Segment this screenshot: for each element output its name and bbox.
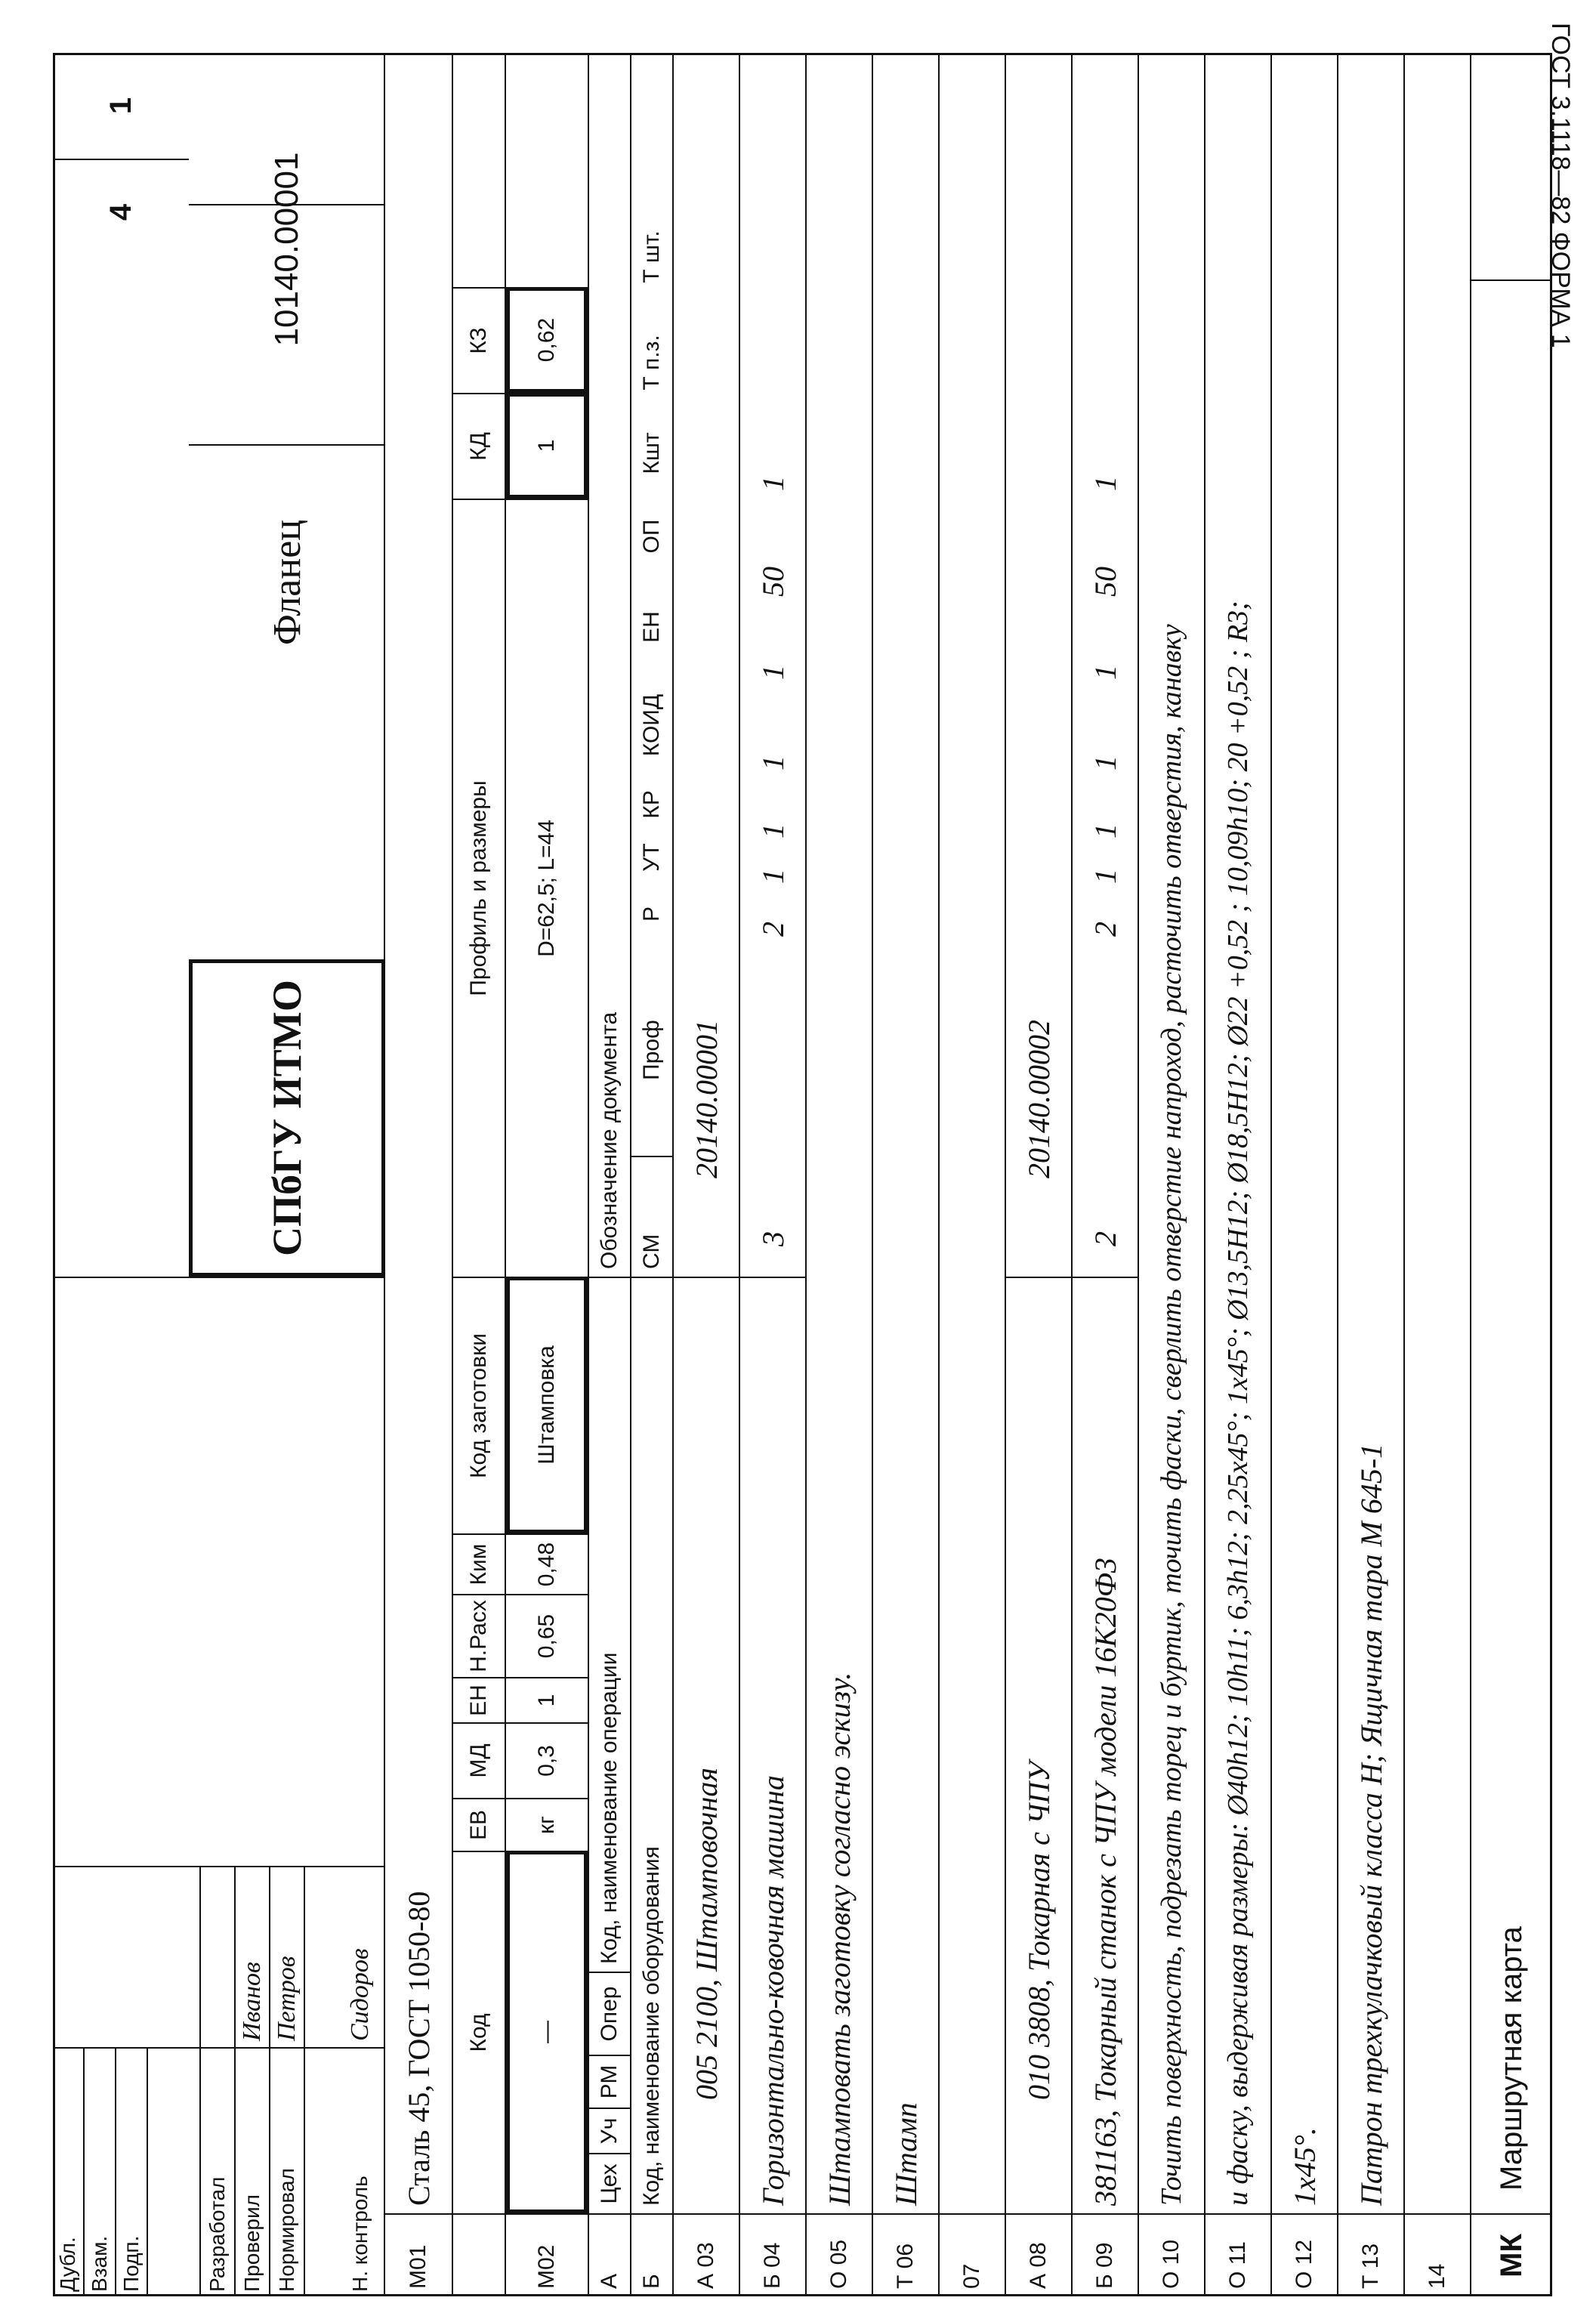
col-equipment: Код, наименование оборудования (631, 1277, 672, 2213)
line-o11 (1205, 53, 1272, 2296)
row-m01 (385, 53, 453, 2296)
line-b09 (1073, 53, 1139, 2296)
org-name: СПбГУ ИТМО (189, 959, 385, 1277)
m02-col-kd: КД (453, 393, 505, 499)
line-values: 3 2 1 1 1 1 50 1 (755, 476, 790, 1246)
m02-col-ev: ЕВ (453, 1798, 505, 1851)
row-b-header (631, 53, 674, 2296)
line-text: 381163, Токарный станок с ЧПУ модели 16К20Ф3 (1073, 1277, 1138, 2213)
col-sm: СМ (631, 1156, 672, 1277)
m02-zagotovka: Штамповка (506, 1277, 588, 1533)
m02-col-zagotovka: Код заготовки (453, 1277, 505, 1533)
m02-kod: — (506, 1851, 588, 2213)
line-document: 20140.00002 (1021, 1020, 1056, 1178)
row-code: А (589, 2213, 630, 2296)
line-o10 (1139, 53, 1205, 2296)
row-code: М01 (385, 2213, 452, 2296)
footer (1471, 53, 1552, 2296)
line-code: А 08 (1006, 2213, 1071, 2296)
line-text: и фаску, выдерживая размеры: Ø40h12; 10h11; 6,3h12; 2,25x45°; 1x45°; Ø13,5H12; Ø18,5H12; Ø22 +0,52 ; 10,09h10; 20 +0,52 ; R3; (1222, 601, 1254, 2206)
col-rm: РМ (589, 2055, 630, 2108)
col-ut: УТ (639, 843, 664, 872)
proveril-label: Проверил (236, 2049, 270, 2296)
line-code: 07 (940, 2213, 1005, 2296)
line-code: О 05 (807, 2213, 872, 2296)
row-m02 (506, 53, 589, 2296)
row-code: Б (631, 2213, 672, 2296)
doc-code: 10140.00001 (189, 53, 385, 446)
m02-kd: 1 (506, 393, 588, 499)
row-code: М02 (506, 2213, 588, 2296)
col-r: Р (639, 906, 664, 922)
proveril-name: Петров (270, 1867, 305, 2047)
line-code: 14 (1405, 2213, 1470, 2296)
form-title: Маршрутная карта (1471, 279, 1552, 2213)
line-14 (1405, 53, 1471, 2296)
row-a-header (589, 53, 631, 2296)
dubl-label: Дубл. (53, 2049, 85, 2296)
col-prof: Проф (639, 1020, 664, 1080)
m02-col-kz: КЗ (453, 287, 505, 393)
m02-md: 0,3 (506, 1722, 588, 1798)
sheet-number: 1 (103, 97, 137, 115)
m02-col-en: ЕН (453, 1677, 505, 1722)
vzam-label: Взам. (85, 2049, 116, 2296)
razrabotal-name: Иванов (236, 1867, 270, 2047)
form-code: МК (1471, 2213, 1552, 2296)
part-name: Фланец (189, 204, 385, 959)
col-kr: КР (639, 790, 664, 819)
line-text: 010 3808, Токарная с ЧПУ (1006, 1277, 1071, 2213)
line-text: Точить поверхность, подрезать торец и буртик, точить фаски, сверлить отверстие напроход, расточить отверстия, канавку (1156, 624, 1187, 2206)
line-a03 (674, 53, 740, 2296)
line-text: Штамповать заготовку согласно эскизу. (822, 1672, 857, 2206)
col-oper: Опер (589, 1972, 630, 2055)
col-kst: Кшт (639, 432, 664, 474)
podp-label: Подп. (116, 2049, 148, 2296)
line-text (1405, 53, 1470, 2213)
line-t06 (873, 53, 940, 2296)
line-text: 005 2100, Штамповочная (674, 1277, 739, 2213)
col-uch: Уч (589, 2108, 630, 2153)
line-code: О 12 (1272, 2213, 1337, 2296)
col-koid: КОИД (639, 693, 664, 757)
m02-ev: кг (506, 1798, 588, 1851)
col-en: ЕН (639, 611, 664, 643)
m02-col-kod: Код (453, 1851, 505, 2213)
form-standard-note: ГОСТ 3.1118—82 ФОРМА 1 (1546, 23, 1575, 348)
m02-col-kim: Ким (453, 1533, 505, 1594)
razrabotal-label: Разработал (201, 2049, 236, 2296)
line-code: Т 06 (873, 2213, 938, 2296)
m02-en: 1 (506, 1677, 588, 1722)
m02-nrash: 0,65 (506, 1594, 588, 1677)
line-text: Штамп (888, 2102, 923, 2206)
header-block (53, 53, 385, 2296)
material: Сталь 45, ГОСТ 1050-80 (401, 1891, 436, 2206)
col-operation-name: Код, наименование операции (589, 1277, 630, 1972)
line-text (940, 53, 1005, 2213)
m02-kz: 0,62 (506, 287, 588, 393)
col-op: ОП (639, 519, 664, 554)
sheet-total: 4 (53, 159, 189, 264)
col-tsht: Т шт. (639, 230, 664, 283)
line-text: Горизонтально-ковочная машина (740, 1277, 805, 2213)
col-tpz: Т п.з. (639, 335, 664, 391)
line-o05 (807, 53, 873, 2296)
m02-profile: D=62,5; L=44 (506, 499, 588, 1277)
line-code: А 03 (674, 2213, 739, 2296)
line-o12 (1272, 53, 1338, 2296)
nkontrol-name: Сидоров (346, 1948, 374, 2041)
nkontrol-label: Н. контроль (348, 2175, 372, 2292)
line-code: Б 09 (1073, 2213, 1138, 2296)
line-text: Патрон трехкулачковый класса Н; Ящичная тара М 645-1 (1354, 1443, 1388, 2206)
line-code: Б 04 (740, 2213, 805, 2296)
m02-header (453, 53, 506, 2296)
normiroval-label: Нормировал (270, 2049, 305, 2296)
m02-col-md: МД (453, 1722, 505, 1798)
line-a08 (1006, 53, 1073, 2296)
m02-kim: 0,48 (506, 1533, 588, 1594)
line-values: 2 2 1 1 1 1 50 1 (1088, 476, 1122, 1246)
line-document: 20140.00001 (689, 1020, 724, 1178)
line-code: О 11 (1205, 2213, 1270, 2296)
line-code: Т 13 (1338, 2213, 1403, 2296)
m02-col-profile: Профиль и размеры (453, 499, 505, 1277)
line-07 (940, 53, 1006, 2296)
m02-col-nrash: Н.Расх (453, 1594, 505, 1677)
line-b04 (740, 53, 807, 2296)
line-text: 1x45°. (1287, 2127, 1322, 2206)
col-ceh: Цех (589, 2153, 630, 2213)
line-t13 (1338, 53, 1405, 2296)
col-document: Обозначение документа (597, 1011, 622, 1269)
line-code: О 10 (1139, 2213, 1204, 2296)
route-card-sheet (53, 38, 1564, 2296)
